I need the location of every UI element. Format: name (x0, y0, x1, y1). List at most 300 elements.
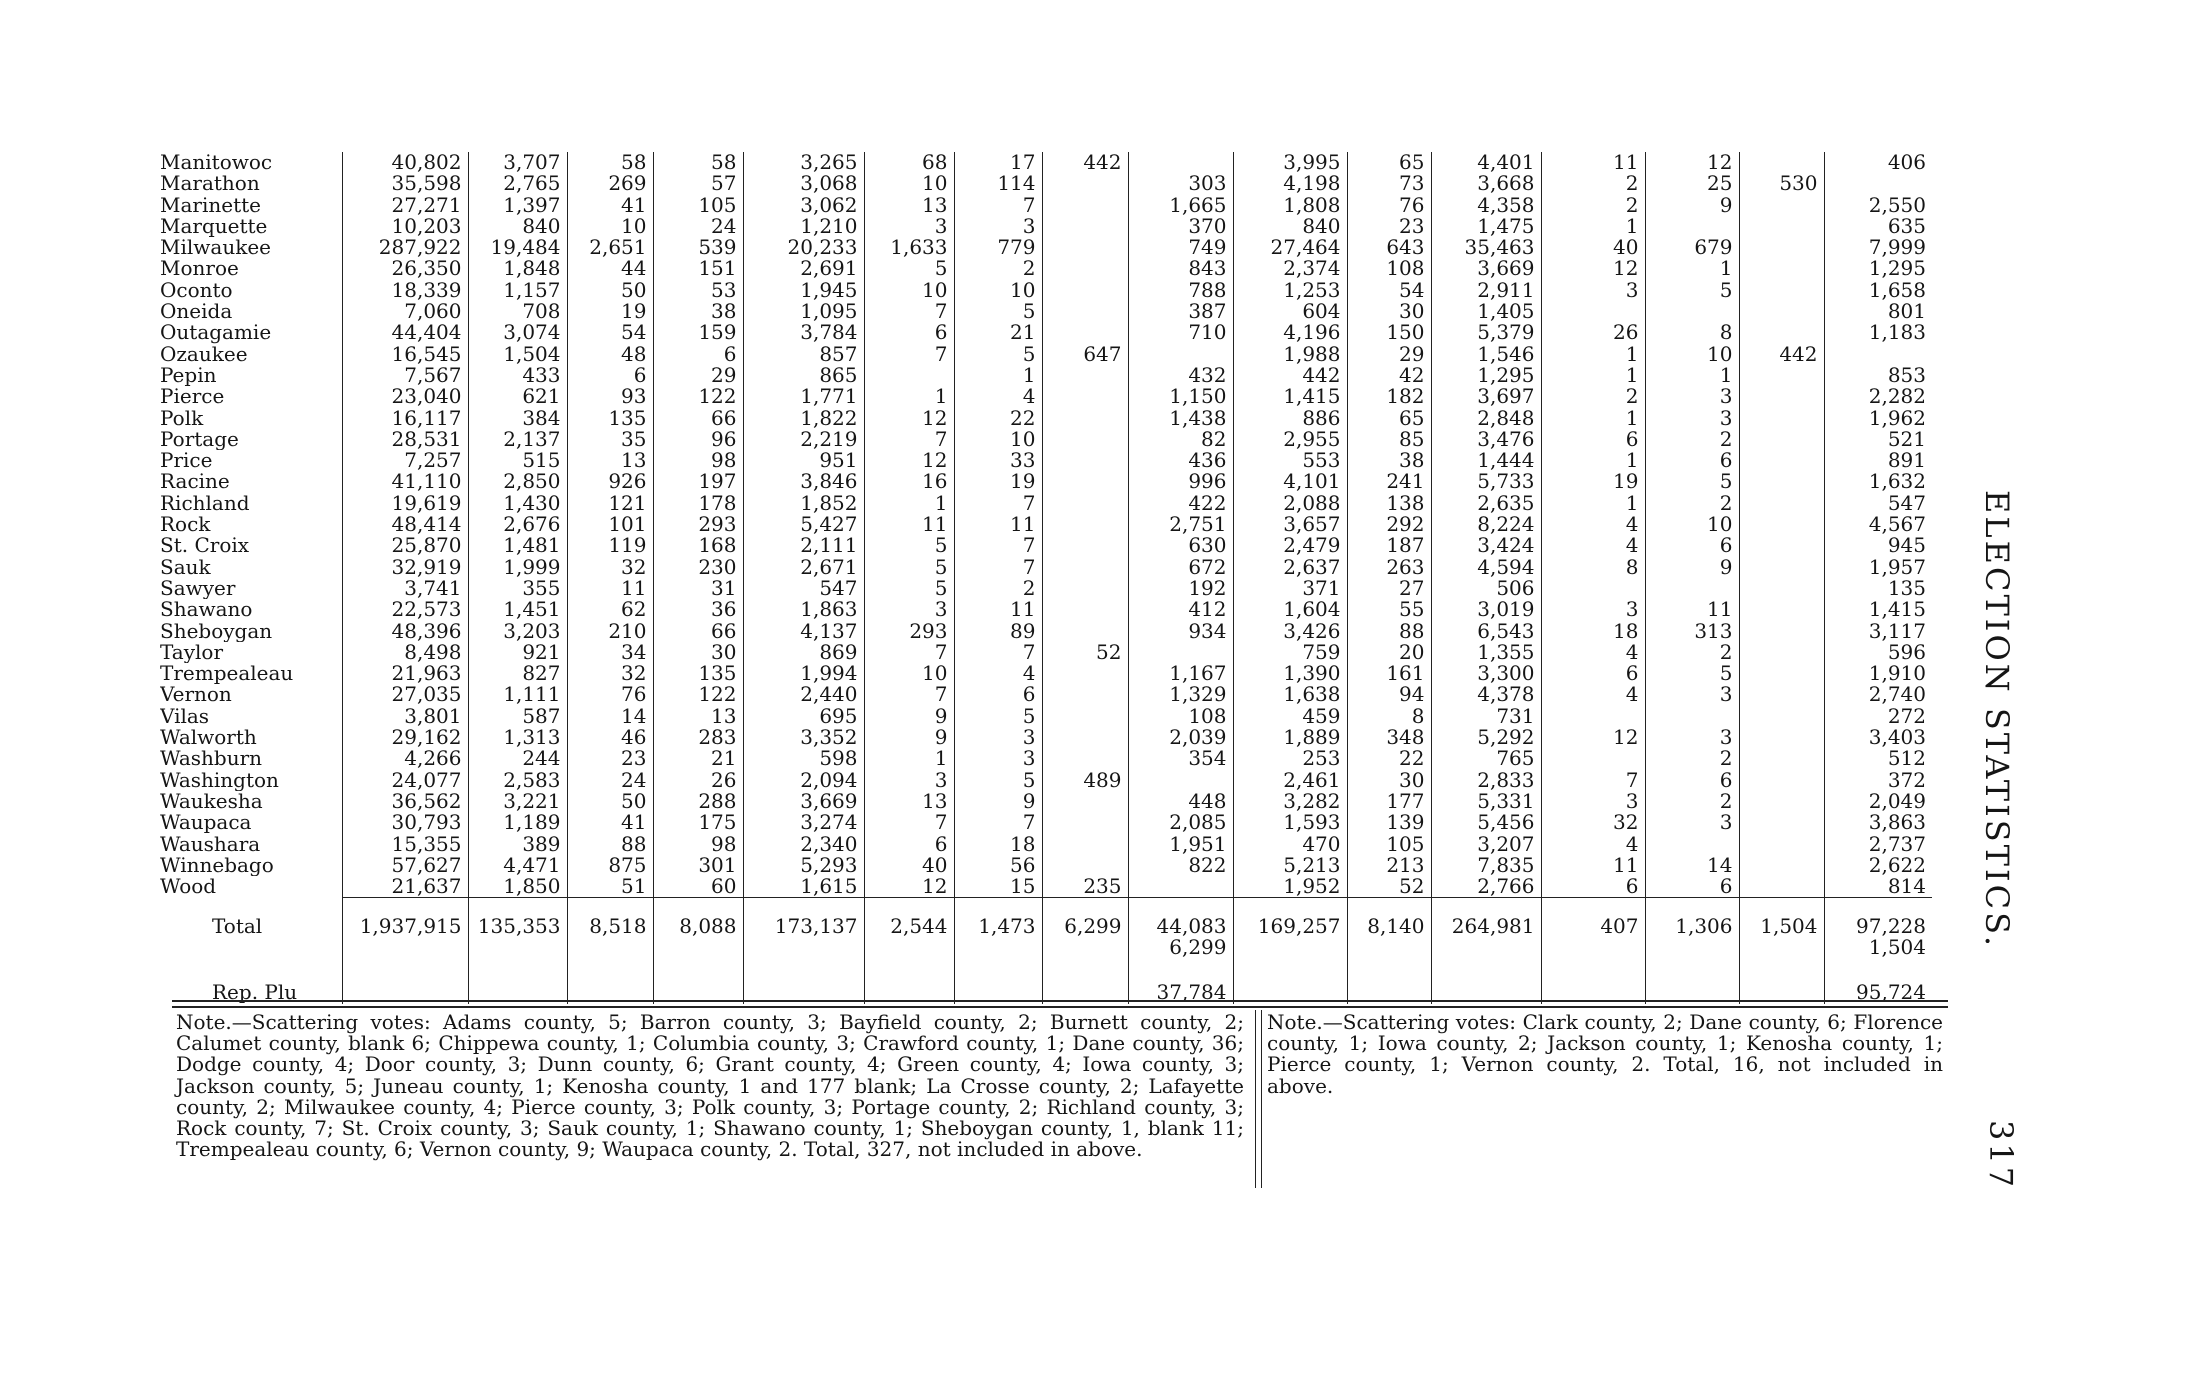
vote-cell: 15,355 (342, 834, 468, 855)
vote-cell: 46 (567, 727, 653, 748)
vote-cell: 695 (743, 706, 864, 727)
vote-cell: 3,801 (342, 706, 468, 727)
vote-cell (1128, 642, 1233, 663)
vote-cell: 2,955 (1233, 429, 1347, 450)
vote-cell (1042, 365, 1128, 386)
vote-cell: 89 (954, 621, 1042, 642)
rep-plurality-row (160, 958, 1932, 1003)
vote-cell: 3,403 (1824, 727, 1932, 748)
vote-cell: 10 (567, 216, 653, 237)
table-row (160, 322, 1932, 343)
vote-cell: 731 (1431, 706, 1541, 727)
vote-cell: 283 (653, 727, 743, 748)
vote-cell: 11 (954, 599, 1042, 620)
county-name: Sauk (160, 556, 211, 578)
table-row (160, 812, 1932, 833)
vote-cell: 263 (1347, 557, 1431, 578)
vote-cell: 6 (1541, 429, 1645, 450)
vote-cell: 36 (653, 599, 743, 620)
vote-cell: 951 (743, 450, 864, 471)
vote-cell: 1,945 (743, 280, 864, 301)
vote-cell: 3,203 (468, 621, 567, 642)
vote-cell: 5,427 (743, 514, 864, 535)
vote-cell: 6 (1541, 876, 1645, 898)
vote-cell: 5 (864, 578, 954, 599)
vote-cell: 1,952 (1233, 876, 1347, 898)
vote-cell: 5 (1645, 663, 1739, 684)
vote-cell: 82 (1128, 429, 1233, 450)
vote-cell: 57 (653, 173, 743, 194)
vote-cell: 422 (1128, 493, 1233, 514)
vote-cell: 635 (1824, 216, 1932, 237)
vote-cell: 3,476 (1431, 429, 1541, 450)
vote-cell: 1,430 (468, 493, 567, 514)
vote-cell: 105 (653, 195, 743, 216)
vote-cell: 6 (1645, 535, 1739, 556)
vote-cell: 50 (567, 791, 653, 812)
vote-cell: 2,765 (468, 173, 567, 194)
vote-cell (1739, 663, 1824, 684)
vote-cell: 301 (653, 855, 743, 876)
vote-cell (1824, 173, 1932, 194)
vote-cell: 30,793 (342, 812, 468, 833)
vote-cell: 2 (1541, 386, 1645, 407)
vote-cell: 6 (954, 684, 1042, 705)
vote-cell (1042, 493, 1128, 514)
vote-cell: 105 (1347, 834, 1431, 855)
vote-cell: 27,035 (342, 684, 468, 705)
table-row (160, 301, 1932, 322)
vote-cell (1042, 748, 1128, 769)
vote-cell: 4,358 (1431, 195, 1541, 216)
vote-cell: 19 (1541, 471, 1645, 492)
vote-cell: 23 (567, 748, 653, 769)
vote-cell: 65 (1347, 152, 1431, 173)
vote-cell: 48,396 (342, 621, 468, 642)
vote-cell: 1,167 (1128, 663, 1233, 684)
table-row (160, 408, 1932, 429)
vote-cell (1739, 386, 1824, 407)
vote-cell: 672 (1128, 557, 1233, 578)
vote-cell: 29 (653, 365, 743, 386)
county-name: Sawyer (160, 577, 236, 600)
vote-cell: 18 (1541, 621, 1645, 642)
vote-cell (1042, 301, 1128, 322)
vote-cell: 1,808 (1233, 195, 1347, 216)
vote-cell: 1,150 (1128, 386, 1233, 407)
vote-cell: 76 (1347, 195, 1431, 216)
vote-cell: 269 (567, 173, 653, 194)
empty-cell (1431, 958, 1541, 1003)
vote-cell: 18 (954, 834, 1042, 855)
total-cell: 8,518 (567, 898, 653, 959)
table-row (160, 429, 1932, 450)
vote-cell: 27 (1347, 578, 1431, 599)
vote-cell: 2,374 (1233, 258, 1347, 279)
vote-cell: 869 (743, 642, 864, 663)
vote-cell: 1,632 (1824, 471, 1932, 492)
vote-cell: 3,207 (1431, 834, 1541, 855)
vote-cell: 21 (954, 322, 1042, 343)
empty-cell (1739, 958, 1824, 1003)
vote-cell (1645, 301, 1739, 322)
vote-cell: 41 (567, 812, 653, 833)
vote-cell: 1,994 (743, 663, 864, 684)
vote-cell: 98 (653, 834, 743, 855)
vote-cell: 66 (653, 621, 743, 642)
vote-cell: 20,233 (743, 237, 864, 258)
vote-cell: 840 (468, 216, 567, 237)
vote-cell: 853 (1824, 365, 1932, 386)
vote-cell: 293 (864, 621, 954, 642)
empty-cell (468, 958, 567, 1003)
vote-cell: 21,963 (342, 663, 468, 684)
vote-cell: 891 (1824, 450, 1932, 471)
vote-cell: 3 (1541, 599, 1645, 620)
table-row (160, 152, 1932, 173)
vote-cell: 178 (653, 493, 743, 514)
vote-cell (1739, 727, 1824, 748)
vote-cell (1739, 280, 1824, 301)
vote-cell: 48 (567, 344, 653, 365)
vote-cell: 3 (1645, 408, 1739, 429)
county-name: Oneida (160, 301, 233, 323)
vote-cell: 4 (954, 663, 1042, 684)
vote-cell: 2,440 (743, 684, 864, 705)
vote-cell: 4 (954, 386, 1042, 407)
vote-cell: 244 (468, 748, 567, 769)
vote-cell: 122 (653, 684, 743, 705)
vote-cell: 10 (864, 173, 954, 194)
vote-cell: 53 (653, 280, 743, 301)
vote-cell: 62 (567, 599, 653, 620)
vote-cell: 16,117 (342, 408, 468, 429)
vote-cell: 151 (653, 258, 743, 279)
vote-cell: 114 (954, 173, 1042, 194)
note-divider-2 (1261, 1010, 1262, 1188)
vote-cell: 26 (1541, 322, 1645, 343)
vote-cell: 85 (1347, 429, 1431, 450)
vote-cell: 1,951 (1128, 834, 1233, 855)
vote-cell: 7,999 (1824, 237, 1932, 258)
vote-cell: 235 (1042, 876, 1128, 898)
table-row (160, 855, 1932, 876)
county-name: Outagamie (160, 322, 272, 344)
vote-cell: 1 (1541, 216, 1645, 237)
vote-cell (1042, 599, 1128, 620)
vote-cell (1739, 514, 1824, 535)
vote-cell: 1,822 (743, 408, 864, 429)
vote-cell: 22 (954, 408, 1042, 429)
empty-cell (864, 958, 954, 1003)
note-left: Note.—Scattering votes: Adams county, 5; Barron county, 3; Bayfield county, 2; Burnett county, 2; Calumet county, blank 6; Chippewa county, 1; Columbia county, 3; Crawford county, 1; Dane county, 36; Dodge county, 4; Door county, 3; Dunn county, 6; Grant county, 4; Green county, 4; Iowa county, 3; Jackson county, 5; Juneau county, 1; Kenosha county, 1 and 177 blank; La Crosse county, 2; Lafayette county, 2; Milwaukee county, 4; Pierce county, 3; Polk county, 3; Portage county, 2; Richland county, 3; Rock county, 7; St. Croix county, 3; Sauk county, 1; Shawano county, 1; Sheboygan county, 1, blank 11; Trempealeau county, 6; Vernon county, 9; Waupaca county, 2. Total, 327, not included in above. (176, 1010, 1244, 1162)
vote-cell: 442 (1233, 365, 1347, 386)
vote-cell: 2,766 (1431, 876, 1541, 898)
vote-cell: 788 (1128, 280, 1233, 301)
vote-cell: 4,101 (1233, 471, 1347, 492)
county-name: Price (160, 450, 213, 472)
vote-cell: 3,068 (743, 173, 864, 194)
vote-cell: 506 (1431, 578, 1541, 599)
total-cell: 169,257 (1233, 898, 1347, 959)
vote-cell: 3 (954, 216, 1042, 237)
vote-cell: 31 (653, 578, 743, 599)
vote-cell: 66 (653, 408, 743, 429)
vote-cell: 55 (1347, 599, 1431, 620)
vote-cell: 36,562 (342, 791, 468, 812)
vote-cell: 530 (1739, 173, 1824, 194)
vote-cell: 1,604 (1233, 599, 1347, 620)
vote-cell: 1,295 (1431, 365, 1541, 386)
vote-cell: 3 (864, 599, 954, 620)
vote-cell (1042, 258, 1128, 279)
vote-cell: 41,110 (342, 471, 468, 492)
vote-cell: 1,405 (1431, 301, 1541, 322)
rep-plu-value: 37,784 (1128, 958, 1233, 1003)
vote-cell: 22,573 (342, 599, 468, 620)
vote-cell: 1 (1541, 450, 1645, 471)
vote-cell: 2,622 (1824, 855, 1932, 876)
vote-cell: 11 (1645, 599, 1739, 620)
vote-cell: 65 (1347, 408, 1431, 429)
vote-cell (1739, 535, 1824, 556)
vote-cell: 1,481 (468, 535, 567, 556)
vote-cell: 11 (1541, 152, 1645, 173)
vote-cell: 5,379 (1431, 322, 1541, 343)
county-name: Walworth (160, 727, 257, 749)
vote-cell: 4,594 (1431, 557, 1541, 578)
vote-cell: 7,835 (1431, 855, 1541, 876)
vote-cell (1042, 237, 1128, 258)
table-row (160, 834, 1932, 855)
vote-cell: 5 (1645, 280, 1739, 301)
vote-cell: 1,253 (1233, 280, 1347, 301)
vote-cell: 4 (1541, 514, 1645, 535)
table-row (160, 450, 1932, 471)
vote-cell (1042, 408, 1128, 429)
vote-cell: 9 (954, 791, 1042, 812)
county-name: Marathon (160, 173, 260, 195)
vote-cell: 2,737 (1824, 834, 1932, 855)
vote-cell: 26 (653, 770, 743, 791)
vote-cell: 253 (1233, 748, 1347, 769)
vote-cell (1739, 195, 1824, 216)
vote-cell: 1,415 (1233, 386, 1347, 407)
vote-cell: 389 (468, 834, 567, 855)
vote-cell: 44 (567, 258, 653, 279)
vote-cell: 40 (864, 855, 954, 876)
vote-cell: 121 (567, 493, 653, 514)
vote-cell: 230 (653, 557, 743, 578)
vote-cell: 3,265 (743, 152, 864, 173)
county-name: Wood (160, 876, 217, 898)
county-name: Washburn (160, 748, 263, 770)
vote-cell: 32 (567, 663, 653, 684)
vote-cell: 60 (653, 876, 743, 898)
vote-cell: 135 (653, 663, 743, 684)
vote-cell: 3,074 (468, 322, 567, 343)
table-row (160, 365, 1932, 386)
election-table (160, 152, 1932, 1004)
note-divider (1255, 1010, 1256, 1188)
vote-cell: 3,117 (1824, 621, 1932, 642)
vote-cell: 708 (468, 301, 567, 322)
vote-cell: 1,852 (743, 493, 864, 514)
vote-cell (1739, 450, 1824, 471)
vote-cell: 150 (1347, 322, 1431, 343)
vote-cell: 1 (864, 748, 954, 769)
vote-cell: 303 (1128, 173, 1233, 194)
vote-cell: 11 (567, 578, 653, 599)
vote-cell: 48,414 (342, 514, 468, 535)
vote-cell: 1 (864, 493, 954, 514)
vote-cell: 5,213 (1233, 855, 1347, 876)
vote-cell: 1,910 (1824, 663, 1932, 684)
running-head: ELECTION STATISTICS. (1978, 490, 2016, 950)
vote-cell: 23,040 (342, 386, 468, 407)
vote-cell (1645, 706, 1739, 727)
vote-cell: 32 (567, 557, 653, 578)
vote-cell: 470 (1233, 834, 1347, 855)
vote-cell (1042, 684, 1128, 705)
vote-cell: 3,669 (743, 791, 864, 812)
vote-cell: 3 (1645, 812, 1739, 833)
vote-cell: 7 (954, 812, 1042, 833)
vote-cell: 2 (954, 578, 1042, 599)
table-row (160, 770, 1932, 791)
vote-cell (1042, 322, 1128, 343)
vote-cell (1739, 642, 1824, 663)
vote-cell: 54 (1347, 280, 1431, 301)
vote-cell: 17 (954, 152, 1042, 173)
vote-cell: 10,203 (342, 216, 468, 237)
vote-cell: 76 (567, 684, 653, 705)
vote-cell: 13 (864, 791, 954, 812)
vote-cell (1739, 408, 1824, 429)
vote-cell: 1,593 (1233, 812, 1347, 833)
vote-cell: 187 (1347, 535, 1431, 556)
vote-cell: 512 (1824, 748, 1932, 769)
county-name: Pierce (160, 386, 225, 408)
vote-cell: 3,300 (1431, 663, 1541, 684)
vote-cell: 3,741 (342, 578, 468, 599)
vote-cell: 241 (1347, 471, 1431, 492)
vote-cell: 12 (864, 876, 954, 898)
county-name: Portage (160, 428, 239, 451)
vote-cell: 1,329 (1128, 684, 1233, 705)
vote-cell (1645, 834, 1739, 855)
vote-cell: 371 (1233, 578, 1347, 599)
total-cell: 407 (1541, 898, 1645, 959)
vote-cell: 827 (468, 663, 567, 684)
vote-cell: 30 (1347, 770, 1431, 791)
table-row (160, 493, 1932, 514)
vote-cell: 1,438 (1128, 408, 1233, 429)
vote-cell: 1 (1645, 365, 1739, 386)
vote-cell: 432 (1128, 365, 1233, 386)
vote-cell (1739, 834, 1824, 855)
vote-cell: 56 (954, 855, 1042, 876)
vote-cell: 14 (567, 706, 653, 727)
vote-cell: 710 (1128, 322, 1233, 343)
vote-cell: 521 (1824, 429, 1932, 450)
vote-cell (1739, 770, 1824, 791)
vote-cell: 2,111 (743, 535, 864, 556)
vote-cell: 843 (1128, 258, 1233, 279)
empty-cell (1645, 958, 1739, 1003)
vote-cell: 2,848 (1431, 408, 1541, 429)
total-cell: 1,306 (1645, 898, 1739, 959)
vote-cell: 7 (864, 301, 954, 322)
vote-cell: 2 (1645, 791, 1739, 812)
vote-cell: 1,111 (468, 684, 567, 705)
vote-cell: 4,567 (1824, 514, 1932, 535)
vote-cell (1739, 599, 1824, 620)
vote-cell (1541, 301, 1645, 322)
vote-cell: 384 (468, 408, 567, 429)
vote-cell: 553 (1233, 450, 1347, 471)
vote-cell: 2,671 (743, 557, 864, 578)
vote-cell: 5 (954, 344, 1042, 365)
vote-cell: 7 (954, 642, 1042, 663)
vote-cell: 24 (567, 770, 653, 791)
county-name: Sheboygan (160, 620, 273, 642)
vote-cell: 3,668 (1431, 173, 1541, 194)
vote-cell: 18,339 (342, 280, 468, 301)
vote-cell: 2,085 (1128, 812, 1233, 833)
vote-cell (1739, 855, 1824, 876)
vote-cell: 4,198 (1233, 173, 1347, 194)
empty-cell (1347, 958, 1431, 1003)
vote-cell: 175 (653, 812, 743, 833)
note-right: Note.—Scattering votes: Clark county, 2; Dane county, 6; Florence county, 1; Iowa county, 2; Jackson county, 1; Kenosha county, 1; Pierce county, 1; Vernon county, 2. Total, 16, not included in above. (1267, 1010, 1943, 1098)
vote-cell: 3 (1645, 684, 1739, 705)
vote-cell: 287,922 (342, 237, 468, 258)
vote-cell: 1 (1541, 365, 1645, 386)
vote-cell (1739, 429, 1824, 450)
table-row (160, 216, 1932, 237)
vote-cell: 3,669 (1431, 258, 1541, 279)
vote-cell: 27,464 (1233, 237, 1347, 258)
vote-cell: 996 (1128, 471, 1233, 492)
vote-cell: 1,415 (1824, 599, 1932, 620)
vote-cell: 138 (1347, 493, 1431, 514)
empty-cell (1233, 958, 1347, 1003)
vote-cell: 40,802 (342, 152, 468, 173)
vote-cell: 1,633 (864, 237, 954, 258)
vote-cell: 547 (1824, 493, 1932, 514)
rep-plu-label: Rep. Plu (212, 980, 298, 1004)
empty-cell (567, 958, 653, 1003)
vote-cell: 6 (653, 344, 743, 365)
vote-cell: 19 (954, 471, 1042, 492)
county-name: Ozaukee (160, 343, 248, 365)
vote-cell: 41 (567, 195, 653, 216)
vote-cell: 44,404 (342, 322, 468, 343)
vote-cell: 25,870 (342, 535, 468, 556)
vote-cell (1739, 471, 1824, 492)
vote-cell: 293 (653, 514, 743, 535)
county-name: Waukesha (160, 790, 263, 813)
vote-cell: 2,550 (1824, 195, 1932, 216)
vote-cell: 749 (1128, 237, 1233, 258)
vote-cell: 2 (1645, 493, 1739, 514)
total-cell (1128, 898, 1233, 959)
vote-cell: 2 (1645, 748, 1739, 769)
vote-cell: 12 (864, 450, 954, 471)
table-row (160, 876, 1932, 898)
total-cell: 264,981 (1431, 898, 1541, 959)
